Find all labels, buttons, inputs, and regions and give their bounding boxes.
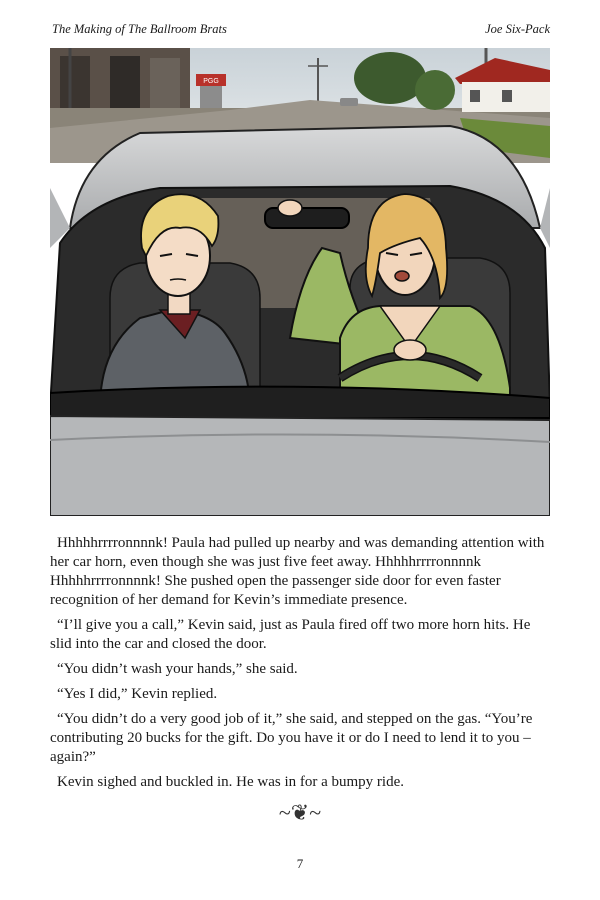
paragraph: Hhhhhrrrronnnnk! Paula had pulled up nearby and was demanding attention with her car horn, even though she was just five feet away. Hhhhhrrrronnnnk Hhhhhrrrronnnnk! She pushed open the passenger side door for even faster recognition of her demand for Kevin’s immediate presence. <box>50 535 545 608</box>
paragraph: “I’ll give you a call,” Kevin said, just as Paula fired off two more horn hits. He slid into the car and closed the door. <box>50 617 531 652</box>
section-ornament: ~❦~ <box>278 800 322 825</box>
running-header-author: Joe Six-Pack <box>485 22 550 36</box>
body-text <box>50 534 550 798</box>
page-number: 7 <box>296 856 304 871</box>
paragraph: Kevin sighed and buckled in. He was in for a bumpy ride. <box>57 774 404 790</box>
roadside-sign-text: PGG <box>203 78 219 85</box>
paragraph: “You didn’t wash your hands,” she said. <box>57 661 298 677</box>
rearview-mirror <box>265 208 349 228</box>
paragraph: “You didn’t do a very good job of it,” she said, and stepped on the gas. “You’re contributing 20 bucks for the gift. Do you have it or do I need to lend it to you – again?” <box>50 711 533 765</box>
comic-illustration <box>50 48 550 516</box>
car-hood <box>50 416 550 516</box>
paragraph: “Yes I did,” Kevin replied. <box>57 686 218 702</box>
running-header-title: The Making of The Ballroom Brats <box>52 22 227 36</box>
